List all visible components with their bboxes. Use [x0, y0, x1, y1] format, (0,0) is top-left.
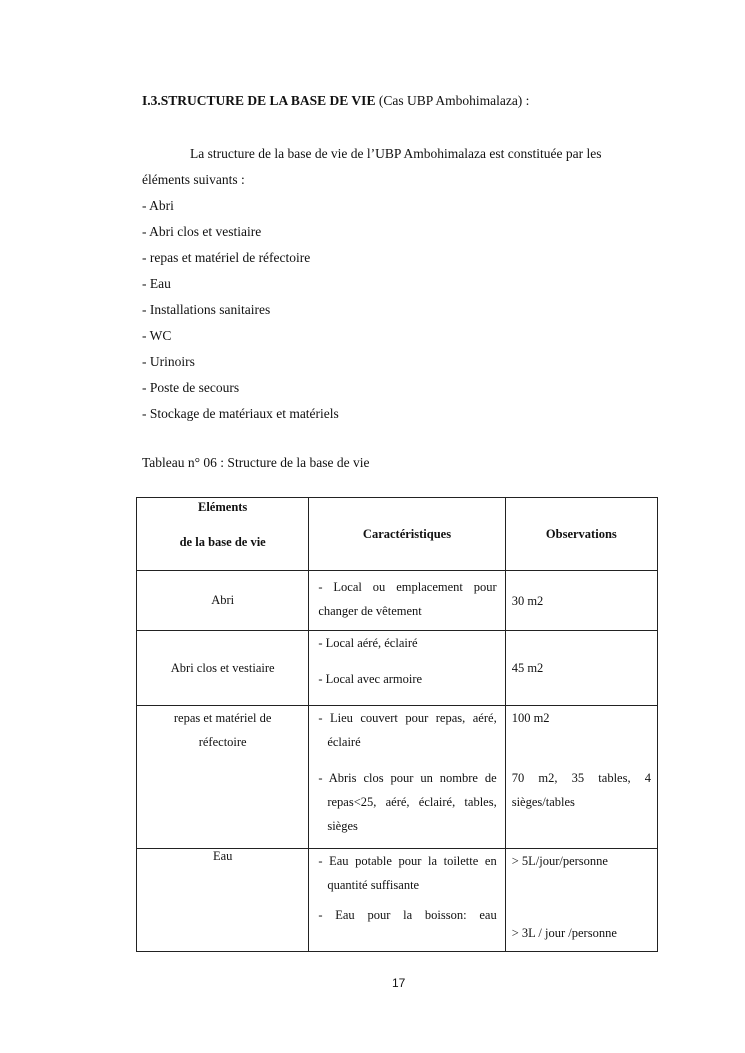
section-heading-subtitle: (Cas UBP Ambohimalaza) :: [378, 93, 530, 108]
cell-observations: [505, 849, 657, 952]
element-line: réfectoire: [198, 735, 247, 749]
cell-characteristics: [309, 631, 505, 706]
element-line: repas et matériel de: [173, 711, 272, 725]
cell-element: [137, 706, 309, 849]
intro-line-2: éléments suivants :: [142, 172, 245, 187]
header-characteristics: Caractéristiques: [309, 498, 505, 571]
characteristic-line: - Eau pour la boisson: eau: [318, 908, 497, 922]
characteristic-line: - Eau potable pour la toilette en quantité suffisante: [318, 854, 497, 892]
list-item: - repas et matériel de réfectoire: [142, 250, 311, 265]
list-item: - Stockage de matériaux et matériels: [142, 406, 339, 421]
table-caption: Tableau n° 06 : Structure de la base de vie: [142, 455, 370, 470]
table-header-row: [137, 498, 658, 571]
table-row: [137, 849, 658, 952]
table-row: [137, 631, 658, 706]
cell-element: Abri: [137, 571, 309, 631]
structure-table: [136, 497, 658, 952]
characteristic-line: - Lieu couvert pour repas, aéré, éclairé: [318, 711, 497, 749]
cell-characteristics: [309, 849, 505, 952]
header-elements-line1: Eléments: [198, 500, 248, 514]
elements-list: [142, 197, 339, 431]
table-row: [137, 571, 658, 631]
list-item: - Eau: [142, 276, 171, 291]
intro-line-1: La structure de la base de vie de l’UBP Ambohimalaza est constituée par les: [190, 146, 602, 161]
characteristic-line: - Local ou emplacement pour: [318, 580, 497, 594]
characteristic-line: changer de vêtement: [318, 604, 422, 618]
section-heading: [142, 93, 529, 109]
cell-observations: [505, 706, 657, 849]
header-observations: Observations: [505, 498, 657, 571]
list-item: - Abri: [142, 198, 174, 213]
observation-value: 100 m2: [511, 711, 550, 725]
observation-value: 30 m2: [511, 593, 544, 608]
page-number: 17: [392, 976, 406, 990]
list-item: - WC: [142, 328, 172, 343]
characteristic-line: - Local avec armoire: [318, 672, 423, 686]
cell-characteristics: [309, 571, 505, 631]
cell-element: Eau: [137, 849, 309, 952]
cell-observations: [505, 631, 657, 706]
table-row: [137, 706, 658, 849]
observation-value: 45 m2: [511, 661, 544, 675]
list-item: - Poste de secours: [142, 380, 240, 395]
list-item: - Abri clos et vestiaire: [142, 224, 262, 239]
header-elements: [137, 498, 309, 571]
list-item: - Installations sanitaires: [142, 302, 271, 317]
characteristic-line: - Abris clos pour un nombre de repas<25, aéré, éclairé, tables, sièges: [318, 771, 497, 833]
observation-value: > 5L/jour/personne: [511, 854, 608, 868]
cell-observations: [505, 571, 657, 631]
section-heading-bold: I.3.STRUCTURE DE LA BASE DE VIE: [142, 93, 376, 108]
cell-characteristics: [309, 706, 505, 849]
header-elements-line2: de la base de vie: [179, 535, 266, 549]
characteristic-line: - Local aéré, éclairé: [318, 636, 418, 650]
list-item: - Urinoirs: [142, 354, 195, 369]
cell-element: Abri clos et vestiaire: [137, 631, 309, 706]
observation-value: 70 m2, 35 tables, 4 sièges/tables: [511, 771, 651, 809]
observation-value: > 3L / jour /personne: [511, 926, 617, 940]
